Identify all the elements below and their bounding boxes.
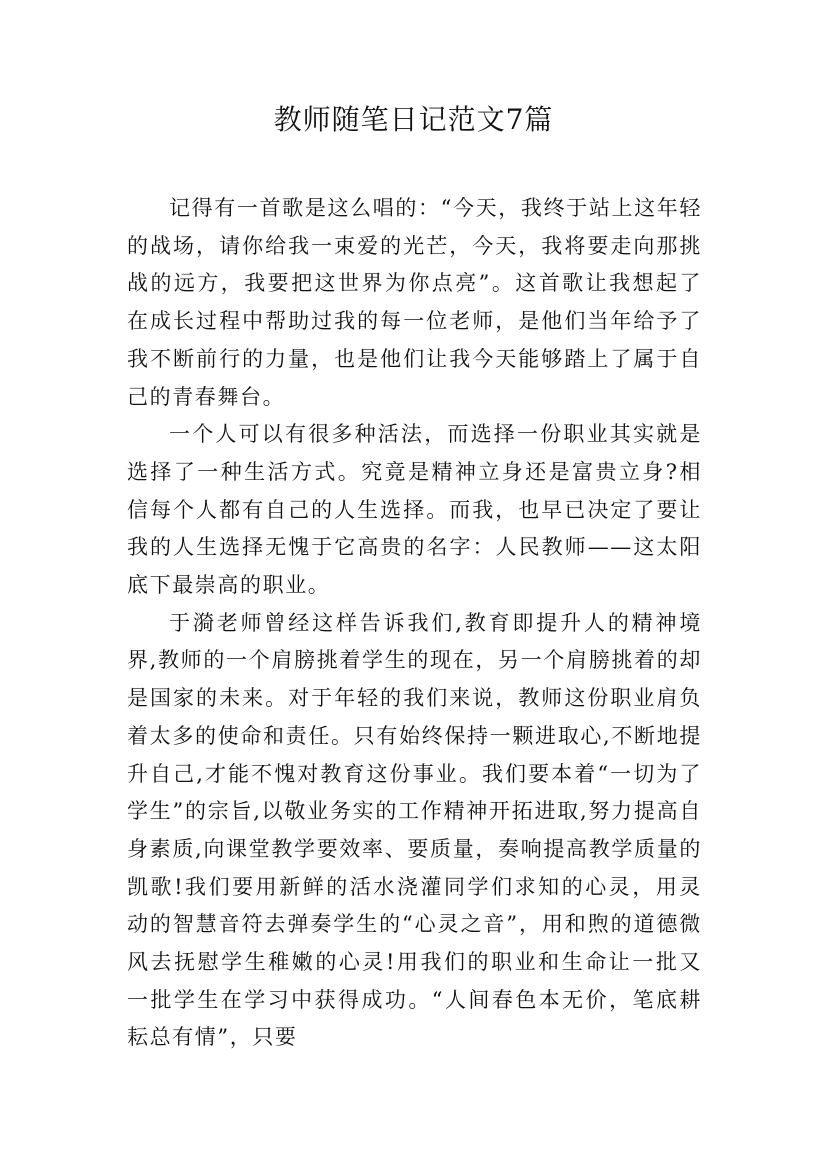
paragraph: 记得有一首歌是这么唱的：“今天，我终于站上这年轻的战场，请你给我一束爱的光芒，今天，我将要走向那挑战的远方，我要把这世界为你点亮”。这首歌让我想起了在成长过程中帮助过我的每一位老师，是他们当年给予了我不断前行的力量，也是他们让我今天能够踏上了属于自己的青春舞台。 (127, 196, 702, 409)
paragraph: 一个人可以有很多种活法，而选择一份职业其实就是选择了一种生活方式。究竟是精神立身还是富贵立身?相信每个人都有自己的人生选择。而我，也早已决定了要让我的人生选择无愧于它高贵的名字：人民教师——这太阳底下最崇高的职业。 (127, 422, 702, 598)
document-title: 教师随笔日记范文7篇 (273, 103, 554, 136)
paragraph: 于漪老师曾经这样告诉我们,教育即提升人的精神境界,教师的一个肩膀挑着学生的现在，另一个肩膀挑着的却是国家的未来。对于年轻的我们来说，教师这份职业肩负着太多的使命和责任。只有始终保持一颗进取心,不断地提升自己,才能不愧对教育这份事业。我们要本着“一切为了学生”的宗旨,以敬业务实的工作精神开拓进取,努力提高自身素质,向课堂教学要效率、要质量，奏响提高教学质量的凯歌!我们要用新鲜的活水浇灌同学们求知的心灵，用灵动的智慧音符去弹奏学生的“心灵之音”，用和煦的道德微风去抚慰学生稚嫩的心灵!用我们的职业和生命让一批又一批学生在学习中获得成功。“人间春色本无价，笔底耕耘总有情”，只要 (127, 610, 702, 1050)
document-body (127, 190, 702, 1057)
